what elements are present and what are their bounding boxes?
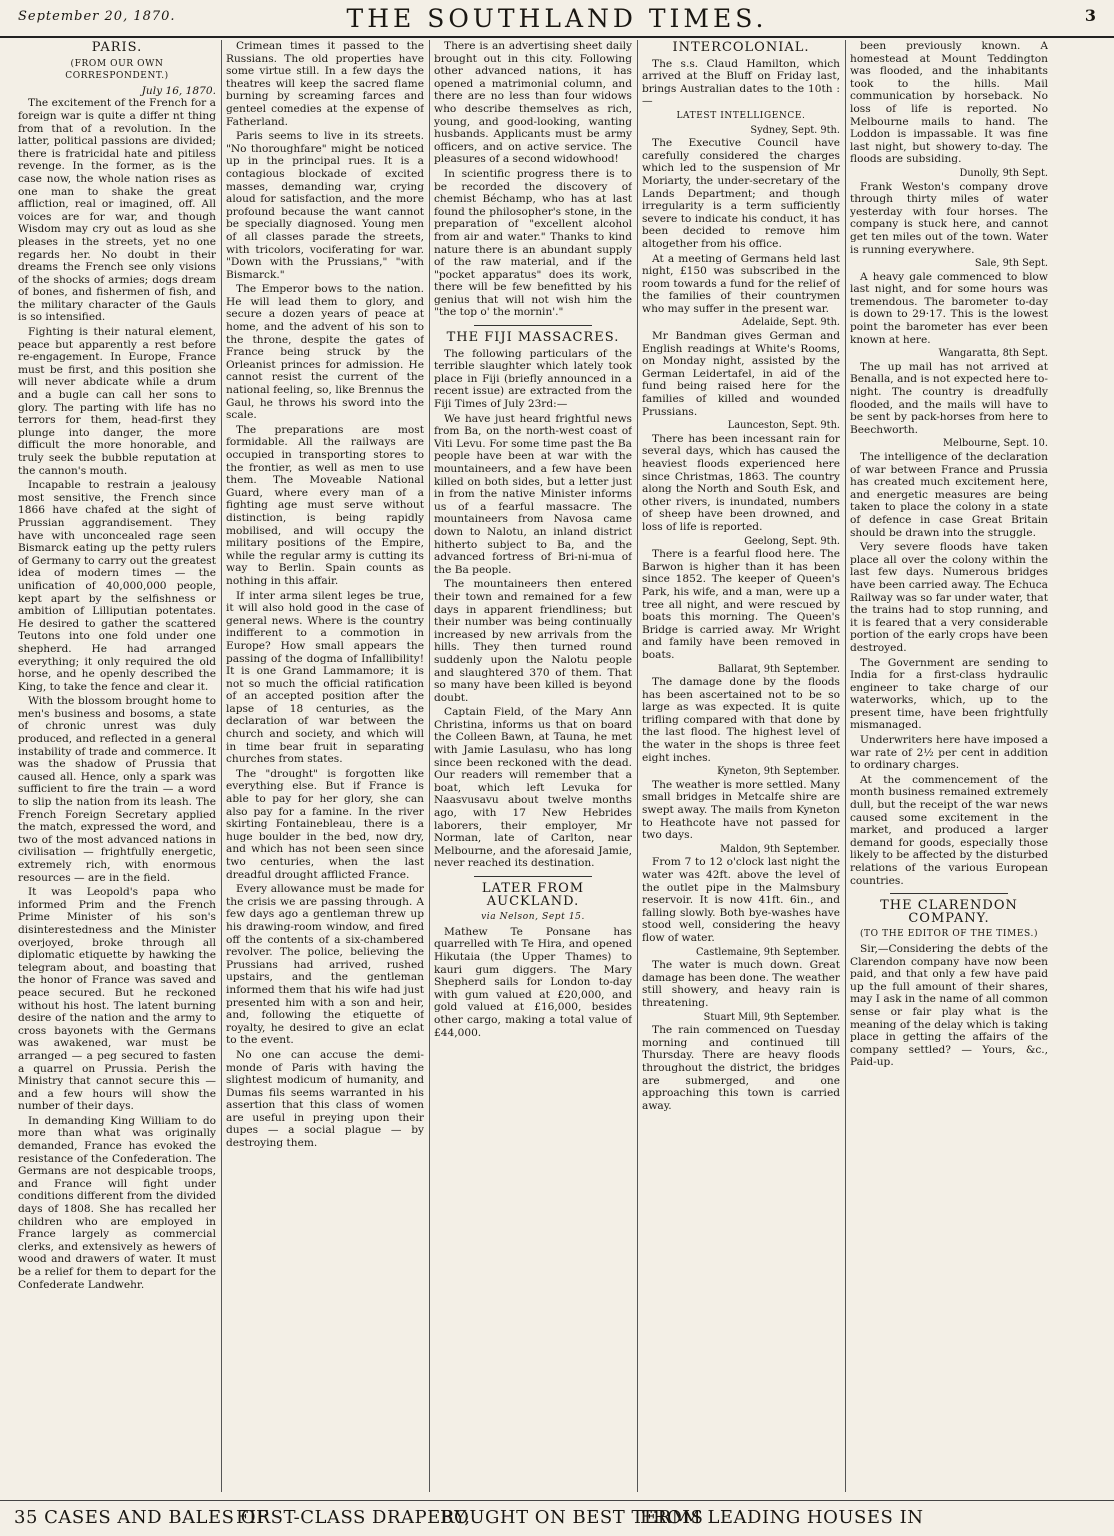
paragraph: Mr Bandman gives German and English readings at White's Rooms, on Monday night, assisted by the German Leidertafel, in aid of the fund being raised here for the families of killed and wounded Prussians. [642,330,840,418]
paragraph: There is an advertising sheet daily brought out in this city. Following other advanced nations, it has opened a matrimonial column, and there are no less than four widows who describe themselves as rich, young, and good-looking, wanting husbands. Applicants must be army officers, and on active service. The pleasures of a second widowhood! [434,40,632,166]
column-floods [850,40,1048,1492]
dateline: Wangaratta, 8th Sept. [938,348,1048,360]
column-paris [18,40,216,1492]
ad-text: FIRST-CLASS DRAPERY, [236,1507,471,1528]
column-rule [637,40,638,1492]
paragraph: The "drought" is forgotten like everything else. But if France is able to pay for her glory, she can also pay for a famine. In the river skirting Fontainebleau, there is a huge boulder in the bed, now dry, and which has not been seen since two centuries, when the last dreadful drought afflicted France. [226,767,424,881]
paragraph: It was Leopold's papa who informed Prim and the French Prime Minister of his son's disinterestedness and the Minister overjoyed, broke through all diplomatic etiquette by hawking the telegram about, and boasting that the honor of France was saved and peace secured. But he reckoned without his host. The latent burning desire of the nation and the army to cross bayonets with the Germans was awakened, war must be arranged — a peg secured to fasten a quarrel on Prussia. Perish the Ministry that cannot secure this — and a few hours will show the number of their days. [18,886,216,1113]
column-rule [845,40,846,1492]
paragraph: A heavy gale commenced to blow last night, and for some hours was tremendous. The barometer to-day is down to 29·17. This is the lowest point the barometer has ever been known at here. [850,270,1048,346]
paragraph: The intelligence of the declaration of war between France and Prussia has created much excitement here, and energetic measures are being taken to place the colony in a state of defence in case Great Britain should be drawn into the struggle. [850,451,1048,539]
paragraph: Captain Field, of the Mary Ann Christina, informs us that on board the Colleen Bawn, at Tauna, he met with Jamie Lasulasu, who has long since been reckoned with the dead. Our readers will remember that a boat, which left Levuka for Naasvusavu about twelve months ago, with 17 New Hebrides laborers, their employer, Mr Norman, late of Carlton, near Melbourne, and the aforesaid Jamie, never reached its destination. [434,706,632,870]
subheading: (TO THE EDITOR OF THE TIMES.) [859,929,1039,940]
article-byline: (FROM OUR OWN CORRESPONDENT.) [65,58,169,82]
paragraph: The water is much down. Great damage has been done. The weather still showery, and heavy rain is threatening. [642,959,840,1009]
article-heading: LATER FROM AUCKLAND. [481,881,585,909]
paragraph: The rain commenced on Tuesday morning and continued till Thursday. There are heavy floods throughout the district, the bridges are submerged, and one approaching this town is carried away. [642,1024,840,1112]
paragraph: With the blossom brought home to men's business and bosoms, a state of chronic unrest was duly produced, and reflected in a general instability of trade and commerce. It was the shadow of Prussia that caused all. Hence, only a spark was sufficient to fire the train — a word to slip the nation from its leash. The French Foreign Secretary applied the match, expressed the word, and two of the most advanced nations in civilisation — frightfully energetic, extremely rich, with enormous resources — are in the field. [18,695,216,884]
paragraph: There is a fearful flood here. The Barwon is higher than it has been since 1852. The keeper of Queen's Park, his wife, and a man, were up a tree all night, and were rescued by boats this morning. The Queen's Bridge is carried away. Mr Wright and family have been removed in boats. [642,548,840,661]
paragraph: been previously known. A homestead at Mount Teddington was flooded, and the inhabitants took to the hills. Mail communication by horseback. No loss of life is reported. No Melbourne mails to hand. The Loddon is impassable. It was fine last night, but showery to-day. The floods are subsiding. [850,40,1048,166]
paragraph: The Government are sending to India for a first-class hydraulic engineer to take charge of our waterworks, which, up to the present time, have been frightfully mismanaged. [850,656,1048,732]
paragraph: From 7 to 12 o'clock last night the water was 42ft. above the level of the outlet pipe in the Malmsbury reservoir. It is now 41ft. 6in., and falling slowly. Both bye-washes have stood well, considering the heavy flow of water. [642,856,840,944]
dateline: Ballarat, 9th September. [717,663,840,675]
newspaper-title: THE SOUTHLAND TIMES. [346,4,768,33]
paragraph: The Emperor bows to the nation. He will lead them to glory, and secure a dozen years of peace at home, and the advent of his son to the throne, despite the gates of France being struck by the Orleanist princes for admission. He cannot resist the current of the national feeling, so, like Brennus the Gaul, he throws his sword into the scale. [226,283,424,422]
advertisement-banner [0,1500,1114,1531]
paragraph: There has been incessant rain for several days, which has caused the heaviest floods experienced here since Christmas, 1863. The country along the North and South Esk, and other rivers, is inundated, numbers of sheep have been drowned, and loss of life is reported. [642,432,840,533]
paragraph: Very severe floods have taken place all over the colony within the last few days. Numerous bridges have been carried away. The Echuca Railway was so far under water, that the trains had to stop running, and it is feared that a very considerable portion of the early crops have been destroyed. [850,541,1048,654]
dateline: July 16, 1870. [141,84,216,97]
column-rule [221,40,222,1492]
paragraph: Underwriters here have imposed a war rate of 2½ per cent in addition to ordinary charges. [850,734,1048,772]
dateline: Castlemaine, 9th September. [695,946,840,958]
dateline: Maldon, 9th September. [720,843,840,855]
subheading: LATEST INTELLIGENCE. [676,110,806,121]
article-heading: PARIS. [91,40,143,55]
paragraph: Sir,—Considering the debts of the Clarendon company have now been paid, and that only a few have paid up the full amount of their shares, may I ask in the name of all common sense or fair play what is the meaning of the delay which is taking place in getting the affairs of the company settled? — Yours, &c., Paid-up. [850,942,1048,1069]
article-heading: THE CLARENDON COMPANY. [880,898,1018,926]
paragraph: Every allowance must be made for the crisis we are passing through. A few days ago a gentleman threw up his drawing-room window, and fired off the contents of a six-chambered revolver. The police, believing the Prussians had arrived, rushed upstairs, and the gentleman informed them that his wife had just presented him with a son and heir, and, following the etiquette of royalty, he desired to give an eclat to the event. [226,883,424,1047]
dateline: Sydney, Sept. 9th. [750,124,840,136]
section-divider [890,893,1008,894]
section-divider [474,325,592,326]
ad-text: BOUGHT ON BEST TERMS [440,1507,704,1528]
column-intercolonial [642,40,840,1492]
paragraph: At the commencement of the month business remained extremely dull, but the receipt of the war news caused some excitement in the market, and produced a larger demand for goods, especially those likely to be affected by the disturbed relations of the various European countries. [850,773,1048,887]
paragraph: The excitement of the French for a foreign war is quite a differ nt thing from that of a revolution. In the latter, political passions are divided; there is fratricidal hate and pitiless revenge. In the former, as is the case now, the whole nation rises as one man to shake the great affliction, real or imagined, off. All voices are for war, and though Wisdom may cry out as loud as she pleases in the streets, yet no one regards her. No doubt in their dreams the French see only visions of the shocks of armies; dogs dream of bones, and fishermen of fish, and the military character of the Gauls is so intensified. [18,97,216,324]
paragraph: No one can accuse the demi-monde of Paris with having the slightest modicum of humanity, and Dumas fils seems warranted in his assertion that this class of women are useful in preying upon their dupes — a social plague — by destroying them. [226,1048,424,1150]
paragraph: The mountaineers then entered their town and remained for a few days in apparent friendliness; but their number was being continually increased by new arrivals from the hills. They then turned round suddenly upon the Nalotu people and slaughtered 370 of them. That so many have been killed is beyond doubt. [434,578,632,704]
paragraph: Crimean times it passed to the Russians. The old properties have some virtue still. In a few days the theatres will keep the sacred flame burning by screaming farces and genteel comedies at the expense of Fatherland. [226,40,424,128]
ad-text: 35 CASES AND BALES OF [14,1507,269,1528]
paragraph: In demanding King William to do more than what was originally demanded, France has evoked the resistance of the Confederation. The Germans are not despicable troops, and France will fight under conditions different from the divided days of 1808. She has recalled her children who are employed in France largely as commercial clerks, and extensively as hewers of wood and drawers of water. It must be a relief for them to depart for the Confederate Landwehr. [18,1114,216,1291]
column-fiji [434,40,632,1492]
paragraph: The weather is more settled. Many small bridges in Metcalfe shire are swept away. The mails from Kyneton to Heathcote have not passed for two days. [642,778,840,842]
dateline: Stuart Mill, 9th September. [703,1011,840,1023]
paragraph: The up mail has not arrived at Benalla, and is not expected here to-night. The country is dreadfully flooded, and the mails will have to be sent by pack-horses from here to Beechworth. [850,360,1048,436]
paragraph: The damage done by the floods has been ascertained not to be so large as was expected. It is quite trifling compared with that done by the last flood. The highest level of the water in the shops is three feet eight inches. [642,676,840,764]
issue-date: September 20, 1870. [18,9,176,24]
paragraph: The preparations are most formidable. All the railways are occupied in transporting stores to the frontier, as well as men to use them. The Moveable National Guard, where every man of a fighting age must serve without distinction, is being rapidly mobilised, and will occupy the military positions of the Empire, while the regular army is cutting its way to Berlin. Spain counts as nothing in this affair. [226,423,424,587]
column-rule [429,40,430,1492]
dateline: Kyneton, 9th September. [717,766,840,778]
masthead [0,0,1114,38]
paragraph: Paris seems to live in its streets. "No thoroughfare" might be noticed up in the principal rues. It is a contagious blockade of excited masses, demanding war, crying aloud for satisfaction, and the more profound because the want cannot be specially diagnosed. Young men of all classes parade the streets, with tricolors, vociferating for war. "Down with the Prussians," "with Bismarck." [226,130,424,281]
page-number: 3 [1084,6,1096,25]
paragraph: Mathew Te Ponsane has quarrelled with Te Hira, and opened Hikutaia (the Upper Thames) to kauri gum diggers. The Mary Shepherd sails for London to-day with gum valued at £20,000, and gold valued at £16,000, besides other cargo, making a total value of £44,000. [434,925,632,1039]
article-heading: INTERCOLONIAL. [672,40,810,55]
paragraph: We have just heard frightful news from Ba, on the north-west coast of Viti Levu. For some time past the Ba people have been at war with the mountaineers, and a few have been killed on both sides, but a letter just in from the native Minister informs us of a fearful massacre. The mountaineers from Navosa came down to Nalotu, an inland district hitherto subject to Ba, and the advanced fortress of Bri-ni-mua of the Ba people. [434,412,632,576]
dateline: via Nelson, Sept 15. [481,912,585,923]
article-heading: THE FIJI MASSACRES. [446,330,620,346]
dateline: Geelong, Sept. 9th. [744,535,840,547]
dateline: Dunolly, 9th Sept. [959,167,1048,179]
paragraph: At a meeting of Germans held last night, £150 was subscribed in the room towards a fund for the relief of the families of their countrymen who may suffer in the present war. [642,252,840,315]
paragraph: If inter arma silent leges be true, it will also hold good in the case of general news. Where is the country indifferent to a commotion in Europe? How small appears the passing of the dogma of Infallibility! It is one Grand Lammamore; it is not so much the official ratification of an accepted position after the lapse of 18 centuries, as the declaration of war between the church and society, and which will in time bear fruit in separating churches from states. [226,589,424,766]
paragraph: Fighting is their natural element, peace but apparently a rest before re-engagement. In Europe, France must be first, and this position she will never abdicate while a drum and a bugle can call her sons to glory. The parting with life has no terrors for them, head-first they plunge into danger, the more difficult the more honorable, and truly seek the bubble reputation at the cannon's mouth. [18,326,216,477]
dateline: Melbourne, Sept. 10. [943,438,1048,450]
column-paris-continued [226,40,424,1492]
paragraph: The s.s. Claud Hamilton, which arrived at the Bluff on Friday last, brings Australian dates to the 10th :— [642,57,840,108]
dateline: Launceston, Sept. 9th. [727,420,840,432]
paragraph: The following particulars of the terrible slaughter which lately took place in Fiji (briefly announced in a recent issue) are extracted from the Fiji Times of July 23rd:— [434,347,632,411]
paragraph: In scientific progress there is to be recorded the discovery of chemist Béchamp, who has at last found the philosopher's stone, in the preparation of "excellent alcohol from air and water." Thanks to kind nature there is an abundant supply of the raw material, and if the "pocket apparatus" does its work, there will be few benefitted by his genius that will not wish him the "the top o' the mornin'." [434,167,632,319]
paragraph: Frank Weston's company drove through thirty miles of water yesterday with four horses. The company is stuck here, and cannot get ten miles out of the town. Water is running everywhere. [850,180,1048,256]
dateline: Adelaide, Sept. 9th. [741,317,840,329]
dateline: Sale, 9th Sept. [974,258,1048,270]
ad-text: FROM LEADING HOUSES IN [640,1507,924,1528]
paragraph: Incapable to restrain a jealousy most sensitive, the French since 1866 have chafed at the sight of Prussian aggrandisement. They have with unconcealed rage seen Bismarck eating up the petty rulers of Germany to carry out the greatest idea of modern times — the unification of 40,000,000 people, kept apart by the selfishness or ambition of Lilliputian potentates. He desired to gather the scattered Teutons into one fold under one shepherd. He had arranged everything; it only required the old horse, and he openly described the King, to take the fence and clear it. [18,479,216,693]
section-divider [474,876,592,877]
paragraph: The Executive Council have carefully considered the charges which led to the suspension of Mr Moriarty, the under-secretary of the Lands Department; and though irregularity is a term sufficiently severe to indicate his conduct, it has been decided to remove him altogether from his office. [642,137,840,250]
